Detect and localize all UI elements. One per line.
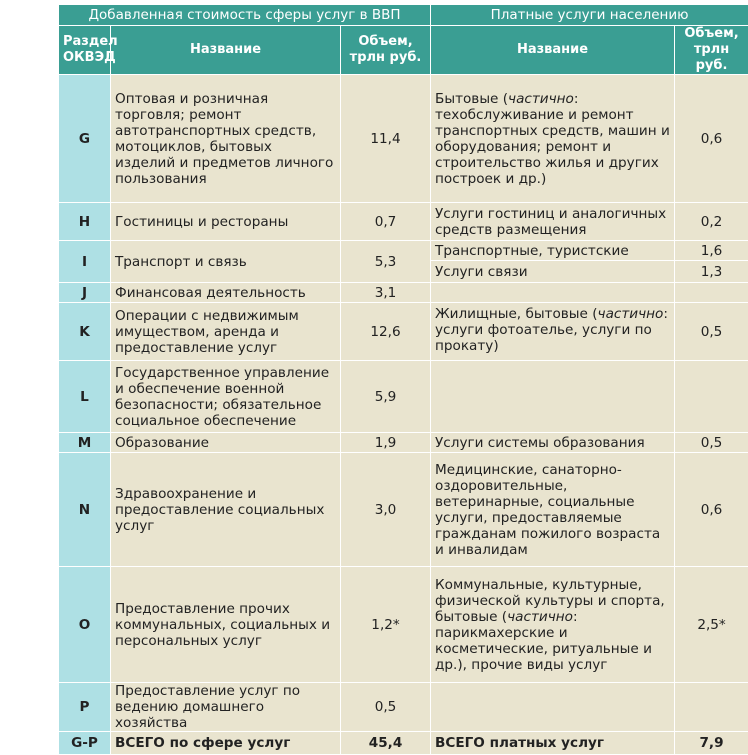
section-code: P [59,683,111,732]
right-value-empty [675,361,748,433]
right-value: 0,6 [675,453,748,567]
section-code: J [59,283,111,303]
right-name-italic: частично [507,609,573,625]
right-value: 0,5 [675,433,748,453]
right-value: 7,9 [675,732,748,755]
section-code: L [59,361,111,433]
left-value: 3,1 [341,283,431,303]
right-value: 1,6 [675,241,748,261]
right-name-empty [431,683,675,732]
left-name: Здравоохранение и предоставление социальных услуг [111,453,341,567]
col-header-volume-right: Объем, трлн руб. [675,26,748,75]
right-value: 0,2 [675,203,748,241]
left-name: Предоставление услуг по ведению домашнего хозяйства [111,683,341,732]
left-name: Государственное управление и обеспечение военной безопасности; обязательное социальное обеспечение [111,361,341,433]
left-name: Финансовая деятельность [111,283,341,303]
col-header-volume-left: Объем, трлн руб. [341,26,431,75]
right-name: ВСЕГО платных услуг [431,732,675,755]
right-name [431,303,675,361]
right-name: Медицинские, санаторно-оздоровительные, ветеринарные, социальные услуги, предоставляемые гражданам пожилого возраста и инвалидам [431,453,675,567]
col-header-name-right: Название [431,26,675,75]
left-value: 1,9 [341,433,431,453]
left-value: 45,4 [341,732,431,755]
right-name-italic: частично [508,91,574,107]
right-value-empty [675,283,748,303]
section-code: M [59,433,111,453]
table-row-n [59,453,748,567]
right-name-part: Жилищные, бытовые ( [435,306,598,322]
right-name-part: : парикмахерские и косметические, ритуальные и др.), прочие виды услуг [435,609,652,673]
right-name: Транспортные, туристские [431,241,675,261]
left-name: Транспорт и связь [111,241,341,283]
table-row-j [59,283,748,303]
header-row-columns [59,26,748,75]
table-row-o [59,567,748,683]
table-row-g [59,75,748,203]
right-name: Услуги системы образования [431,433,675,453]
right-name-part: : услуги фотоателье, услуги по прокату) [435,306,668,354]
left-value: 5,3 [341,241,431,283]
section-code: O [59,567,111,683]
right-name: Услуги связи [431,261,675,283]
services-table-container [58,4,748,755]
left-name: Операции с недвижимым имуществом, аренда и предоставление услуг [111,303,341,361]
right-name [431,567,675,683]
section-code: G [59,75,111,203]
left-value: 5,9 [341,361,431,433]
left-value: 11,4 [341,75,431,203]
section-code: N [59,453,111,567]
table-row-i [59,241,748,261]
table-row-m [59,433,748,453]
section-code: I [59,241,111,283]
left-value: 0,5 [341,683,431,732]
left-value: 3,0 [341,453,431,567]
right-name: Услуги гостиниц и аналогичных средств размещения [431,203,675,241]
right-section-title: Платные услуги населению [431,5,748,26]
right-name-part: Бытовые ( [435,91,508,107]
left-name: Образование [111,433,341,453]
right-value-empty [675,683,748,732]
right-value: 1,3 [675,261,748,283]
left-name: Оптовая и розничная торговля; ремонт автотранспортных средств, мотоциклов, бытовых изделий и предметов личного пользования [111,75,341,203]
left-name: Гостиницы и рестораны [111,203,341,241]
right-value: 2,5* [675,567,748,683]
table-row-p [59,683,748,732]
right-value: 0,6 [675,75,748,203]
table-row-total [59,732,748,755]
right-name-part: : техобслуживание и ремонт транспортных средств, машин и оборудования; ремонт и строительство жилья и других построек и др.) [435,91,670,187]
col-header-name-left: Название [111,26,341,75]
table-row-l [59,361,748,433]
right-name-part: Коммунальные, культурные, физической культуры и спорта, бытовые ( [435,577,665,625]
right-name [431,75,675,203]
left-name: Предоставление прочих коммунальных, социальных и персональных услуг [111,567,341,683]
left-section-title: Добавленная стоимость сферы услуг в ВВП [59,5,431,26]
header-row-top [59,5,748,26]
left-value: 1,2* [341,567,431,683]
section-code: K [59,303,111,361]
services-table [58,4,748,755]
left-value: 0,7 [341,203,431,241]
col-header-section: Раздел ОКВЭД [59,26,111,75]
right-name-empty [431,283,675,303]
right-name-italic: частично [598,306,664,322]
section-code: G-P [59,732,111,755]
left-name: ВСЕГО по сфере услуг [111,732,341,755]
right-value: 0,5 [675,303,748,361]
section-code: H [59,203,111,241]
right-name-empty [431,361,675,433]
left-value: 12,6 [341,303,431,361]
table-row-h [59,203,748,241]
table-row-k [59,303,748,361]
